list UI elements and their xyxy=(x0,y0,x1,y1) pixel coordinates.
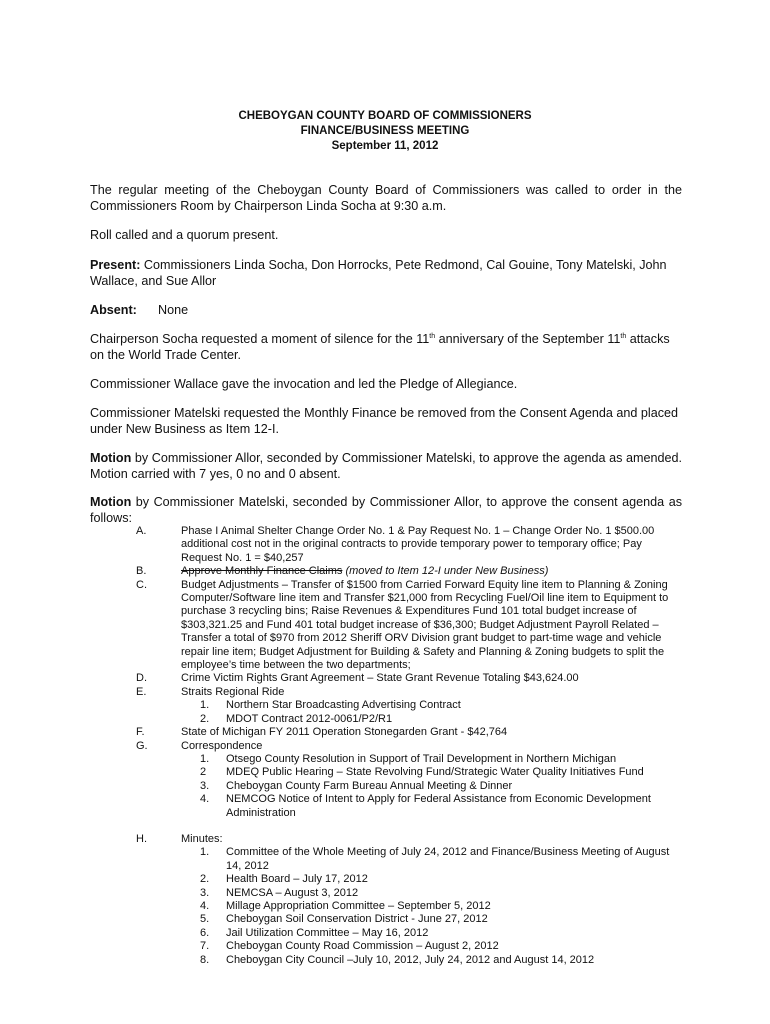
sub-item-number: 5. xyxy=(200,913,210,926)
sub-item-text: Cheboygan County Road Commission – August 2, 2012 xyxy=(226,940,499,953)
intro-paragraph: The regular meeting of the Cheboygan County Board of Commissioners was called to order in the Commissioners Room by Chairperson Linda Socha at 9:30 a.m. xyxy=(90,183,682,213)
sub-item xyxy=(0,766,671,779)
sub-item-text: Committee of the Whole Meeting of July 24, 2012 and Finance/Business Meeting of August 14, 2012 xyxy=(226,846,670,872)
motion-agenda-paragraph xyxy=(90,450,682,482)
sub-item-number: 3. xyxy=(200,886,210,899)
matelski-request-paragraph: Commissioner Matelski requested the Monthly Finance be removed from the Consent Agenda and placed under New Business as Item 12-I. xyxy=(90,406,679,436)
absent-names: None xyxy=(158,303,189,317)
present-paragraph xyxy=(90,257,682,289)
invocation-paragraph: Commissioner Wallace gave the invocation and led the Pledge of Allegiance. xyxy=(90,377,518,391)
item-note: (moved to Item 12-I under New Business) xyxy=(342,565,549,578)
sub-item-text: NEMCSA – August 3, 2012 xyxy=(226,886,359,899)
sub-item-text: MDEQ Public Hearing – State Revolving Fund/Strategic Water Quality Initiatives Fund xyxy=(226,766,644,779)
sub-item-number: 6. xyxy=(200,926,210,939)
sub-item xyxy=(0,873,671,886)
sub-item-text: Millage Appropriation Committee – September 5, 2012 xyxy=(226,899,491,912)
sub-item xyxy=(0,927,671,940)
sub-item xyxy=(0,846,671,873)
roll-call-paragraph: Roll called and a quorum present. xyxy=(90,228,279,242)
item-text: Budget Adjustments – Transfer of $1500 from Carried Forward Equity line item to Planning & Zoning Computer/Software line item and Transfer $21,000 from Recycling Fuel/Oil line item to Equipment to purchase 3 recycling bins; Raise Revenues & Expenditures Fund 101 total budget increase of $303,321.25 and Fund 401 total budget increase of $36,300; Budget Adjustment Payroll Related – Transfer a total of $970 from 2012 Sheriff ORV Division grant budget to part-time wage and vehicle repair line item; Budget Adjustment for Building & Safety and Planning & Zoning budgets to split the employee’s time between the two departments; xyxy=(181,578,669,672)
struck-item-text: Approve Monthly Finance Claims xyxy=(181,565,343,578)
absent-label: Absent: xyxy=(90,303,137,317)
motion-consent-paragraph xyxy=(90,494,682,526)
sub-item-number: 1. xyxy=(200,752,210,765)
sub-item xyxy=(0,954,671,967)
item-text: Phase I Animal Shelter Change Order No. 1 & Pay Request No. 1 – Change Order No. 1 $500.00 additional cost not in the original contracts to provide temporary power to temporary office; Pay Request No. 1 = $40,257 xyxy=(181,525,655,564)
sub-item xyxy=(0,887,671,900)
silence-text-1: Chairperson Socha requested a moment of silence for the 11 xyxy=(90,332,430,346)
consent-item-d xyxy=(0,672,671,685)
sub-item-text: Cheboygan City Council –July 10, 2012, July 24, 2012 and August 14, 2012 xyxy=(226,953,595,966)
item-text: Straits Regional Ride xyxy=(181,685,285,698)
item-letter: C. xyxy=(136,578,147,591)
sub-item-number: 2 xyxy=(200,766,207,779)
motion-consent-text: by Commissioner Matelski, seconded by Commissioner Allor, to approve the consent agenda as follows: xyxy=(90,495,682,525)
item-letter: B. xyxy=(136,565,147,578)
sub-item-text: MDOT Contract 2012-0061/P2/R1 xyxy=(226,712,393,725)
sub-item-number: 1. xyxy=(200,699,210,712)
item-text: State of Michigan FY 2011 Operation Stonegarden Grant - $42,764 xyxy=(181,726,508,739)
item-letter: F. xyxy=(136,726,145,739)
consent-item-f xyxy=(0,726,671,739)
sub-item-number: 8. xyxy=(200,953,210,966)
sub-item-number: 7. xyxy=(200,940,210,953)
sub-item xyxy=(0,780,671,793)
consent-item-b xyxy=(0,565,671,578)
sub-item-number: 1. xyxy=(200,846,210,859)
sub-item xyxy=(0,699,671,712)
item-letter: D. xyxy=(136,672,147,685)
sub-item xyxy=(0,913,671,926)
sub-item xyxy=(0,900,671,913)
meeting-type: FINANCE/BUSINESS MEETING xyxy=(300,125,470,137)
consent-item-g xyxy=(0,740,671,753)
present-label: Present: xyxy=(90,258,141,272)
document-title: CHEBOYGAN COUNTY BOARD OF COMMISSIONERS xyxy=(238,110,532,122)
consent-item-e xyxy=(0,686,671,699)
silence-text-2: anniversary of the September 11 xyxy=(435,332,621,346)
sub-item-number: 4. xyxy=(200,899,210,912)
sub-item-number: 3. xyxy=(200,779,210,792)
sub-item-text: Health Board – July 17, 2012 xyxy=(226,873,368,886)
item-text: Minutes: xyxy=(181,832,223,845)
motion-label: Motion xyxy=(90,495,132,509)
silence-paragraph xyxy=(90,331,682,363)
present-names: Commissioners Linda Socha, Don Horrocks, Pete Redmond, Cal Gouine, Tony Matelski, John Wallace, and Sue Allor xyxy=(90,258,667,288)
sub-item xyxy=(0,940,671,953)
sub-item xyxy=(0,713,671,726)
sub-item-text: Cheboygan Soil Conservation District - June 27, 2012 xyxy=(226,913,488,926)
consent-item-a xyxy=(0,525,671,565)
sub-item xyxy=(0,753,671,766)
sub-item xyxy=(0,793,671,820)
item-text: Correspondence xyxy=(181,739,263,752)
sub-item-text: Otsego County Resolution in Support of Trail Development in Northern Michigan xyxy=(226,752,617,765)
motion-agenda-text: by Commissioner Allor, seconded by Commissioner Matelski, to approve the agenda as amended. Motion carried with 7 yes, 0 no and 0 absent. xyxy=(90,451,682,481)
sub-item-text: Jail Utilization Committee – May 16, 2012 xyxy=(226,926,429,939)
consent-agenda-list xyxy=(0,525,770,967)
sub-item-number: 2. xyxy=(200,873,210,886)
silence-text-3: attacks on the World Trade Center. xyxy=(90,332,670,362)
silence-sup-2: th xyxy=(620,332,627,340)
sub-item-number: 4. xyxy=(200,793,210,806)
item-letter: H. xyxy=(136,832,147,845)
consent-item-c xyxy=(0,579,671,673)
sub-item-text: NEMCOG Notice of Intent to Apply for Federal Assistance from Economic Development Administration xyxy=(226,793,651,819)
item-letter: A. xyxy=(136,525,147,537)
silence-sup-1: th xyxy=(429,332,436,340)
item-letter: E. xyxy=(136,685,147,698)
meeting-date: September 11, 2012 xyxy=(331,140,439,152)
sub-item-text: Northern Star Broadcasting Advertising Contract xyxy=(226,699,461,712)
item-text: Crime Victim Rights Grant Agreement – State Grant Revenue Totaling $43,624.00 xyxy=(181,672,579,685)
motion-label: Motion xyxy=(90,451,132,465)
item-letter: G. xyxy=(136,739,148,752)
sub-item-text: Cheboygan County Farm Bureau Annual Meeting & Dinner xyxy=(226,779,513,792)
consent-item-h xyxy=(0,833,671,846)
sub-item-number: 2. xyxy=(200,712,210,725)
absent-paragraph xyxy=(90,302,682,318)
